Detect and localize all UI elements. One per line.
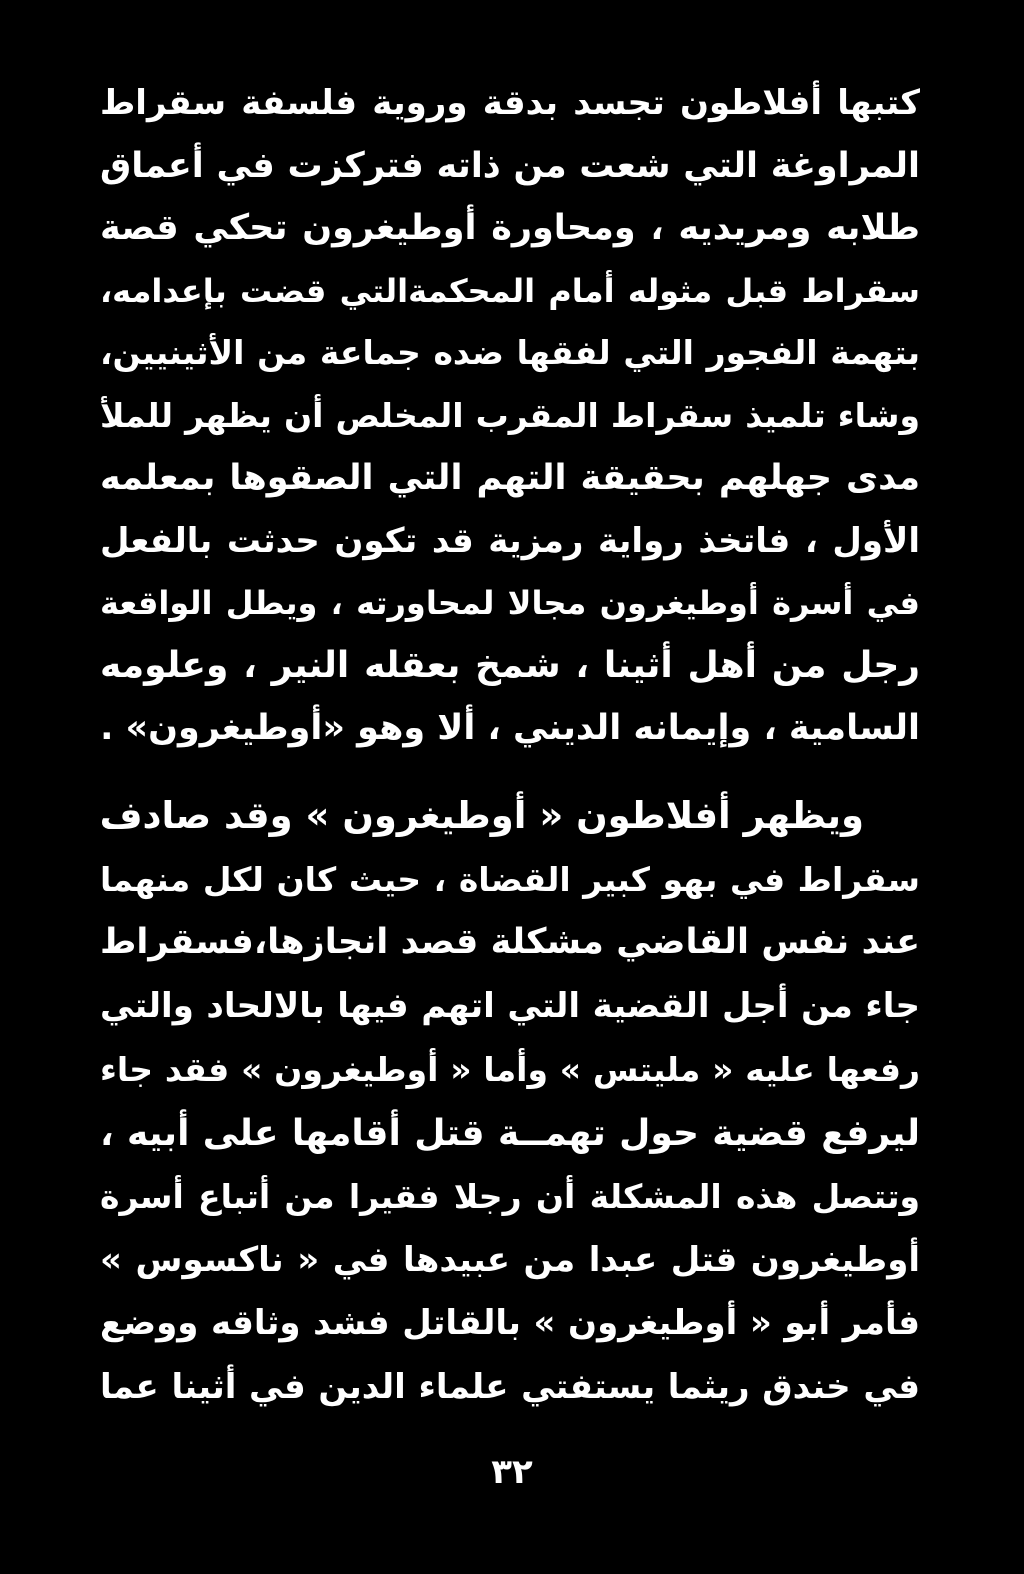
text-line: في خندق ريثما يستفتي علماء الدين في أثينا عما xyxy=(100,1366,920,1407)
text-line: سقراط قبل مثوله أمام المحكمةالتي قضت بإعدامه، xyxy=(100,271,920,310)
text-line: جاء من أجل القضية التي اتهم فيها بالالحاد والتي xyxy=(100,985,920,1026)
text-line: طلابه ومريديه ، ومحاورة أوطيغرون تحكي قصة xyxy=(100,208,920,248)
text-line: الأول ، فاتخذ رواية رمزية قد تكون حدثت بالفعل xyxy=(100,520,920,561)
paragraph-1 xyxy=(100,72,920,760)
text-line: عند نفس القاضي مشكلة قصد انجازها،فسقراط xyxy=(100,922,920,962)
text-line: ويظهر أفلاطون « أوطيغرون » وقد صادف xyxy=(100,794,864,837)
text-line: فأمر أبو « أوطيغرون » بالقاتل فشد وثاقه ووضع xyxy=(100,1303,920,1343)
text-line: كتبها أفلاطون تجسد بدقة وروية فلسفة سقراط xyxy=(100,83,920,123)
text-line: رجل من أهل أثينا ، شمخ بعقله النير ، وعلومه xyxy=(100,644,920,686)
text-line: المراوغة التي شعت من ذاته فتركزت في أعماق xyxy=(100,145,920,186)
text-line: ليرفع قضية حول تهمــة قتل أقامها على أبيه ، xyxy=(100,1112,920,1154)
text-line: أوطيغرون قتل عبدا من عبيدها في « ناكسوس » xyxy=(100,1239,920,1280)
text-line: السامية ، وإيمانه الديني ، ألا وهو «أوطيغرون» . xyxy=(100,708,920,748)
text-line: رفعها عليه « مليتس » وأما « أوطيغرون » فقد جاء xyxy=(100,1050,920,1089)
text-line: وتتصل هذه المشكلة أن رجلا فقيرا من أتباع أسرة xyxy=(100,1177,920,1216)
text-line: في أسرة أوطيغرون مجالا لمحاورته ، ويطل الواقعة xyxy=(100,584,920,622)
text-line: مدى جهلهم بحقيقة التهم التي الصقوها بمعلمه xyxy=(100,458,920,498)
paragraph-2 xyxy=(100,784,920,1419)
text-line: سقراط في بهو كبير القضاة ، حيث كان لكل منهما xyxy=(100,859,920,899)
text-line: وشاء تلميذ سقراط المقرب المخلص أن يظهر للملأ xyxy=(100,395,920,435)
text-line: بتهمة الفجور التي لفقها ضده جماعة من الأثينيين، xyxy=(100,333,920,372)
page-number: ٣٢ xyxy=(491,1452,533,1492)
